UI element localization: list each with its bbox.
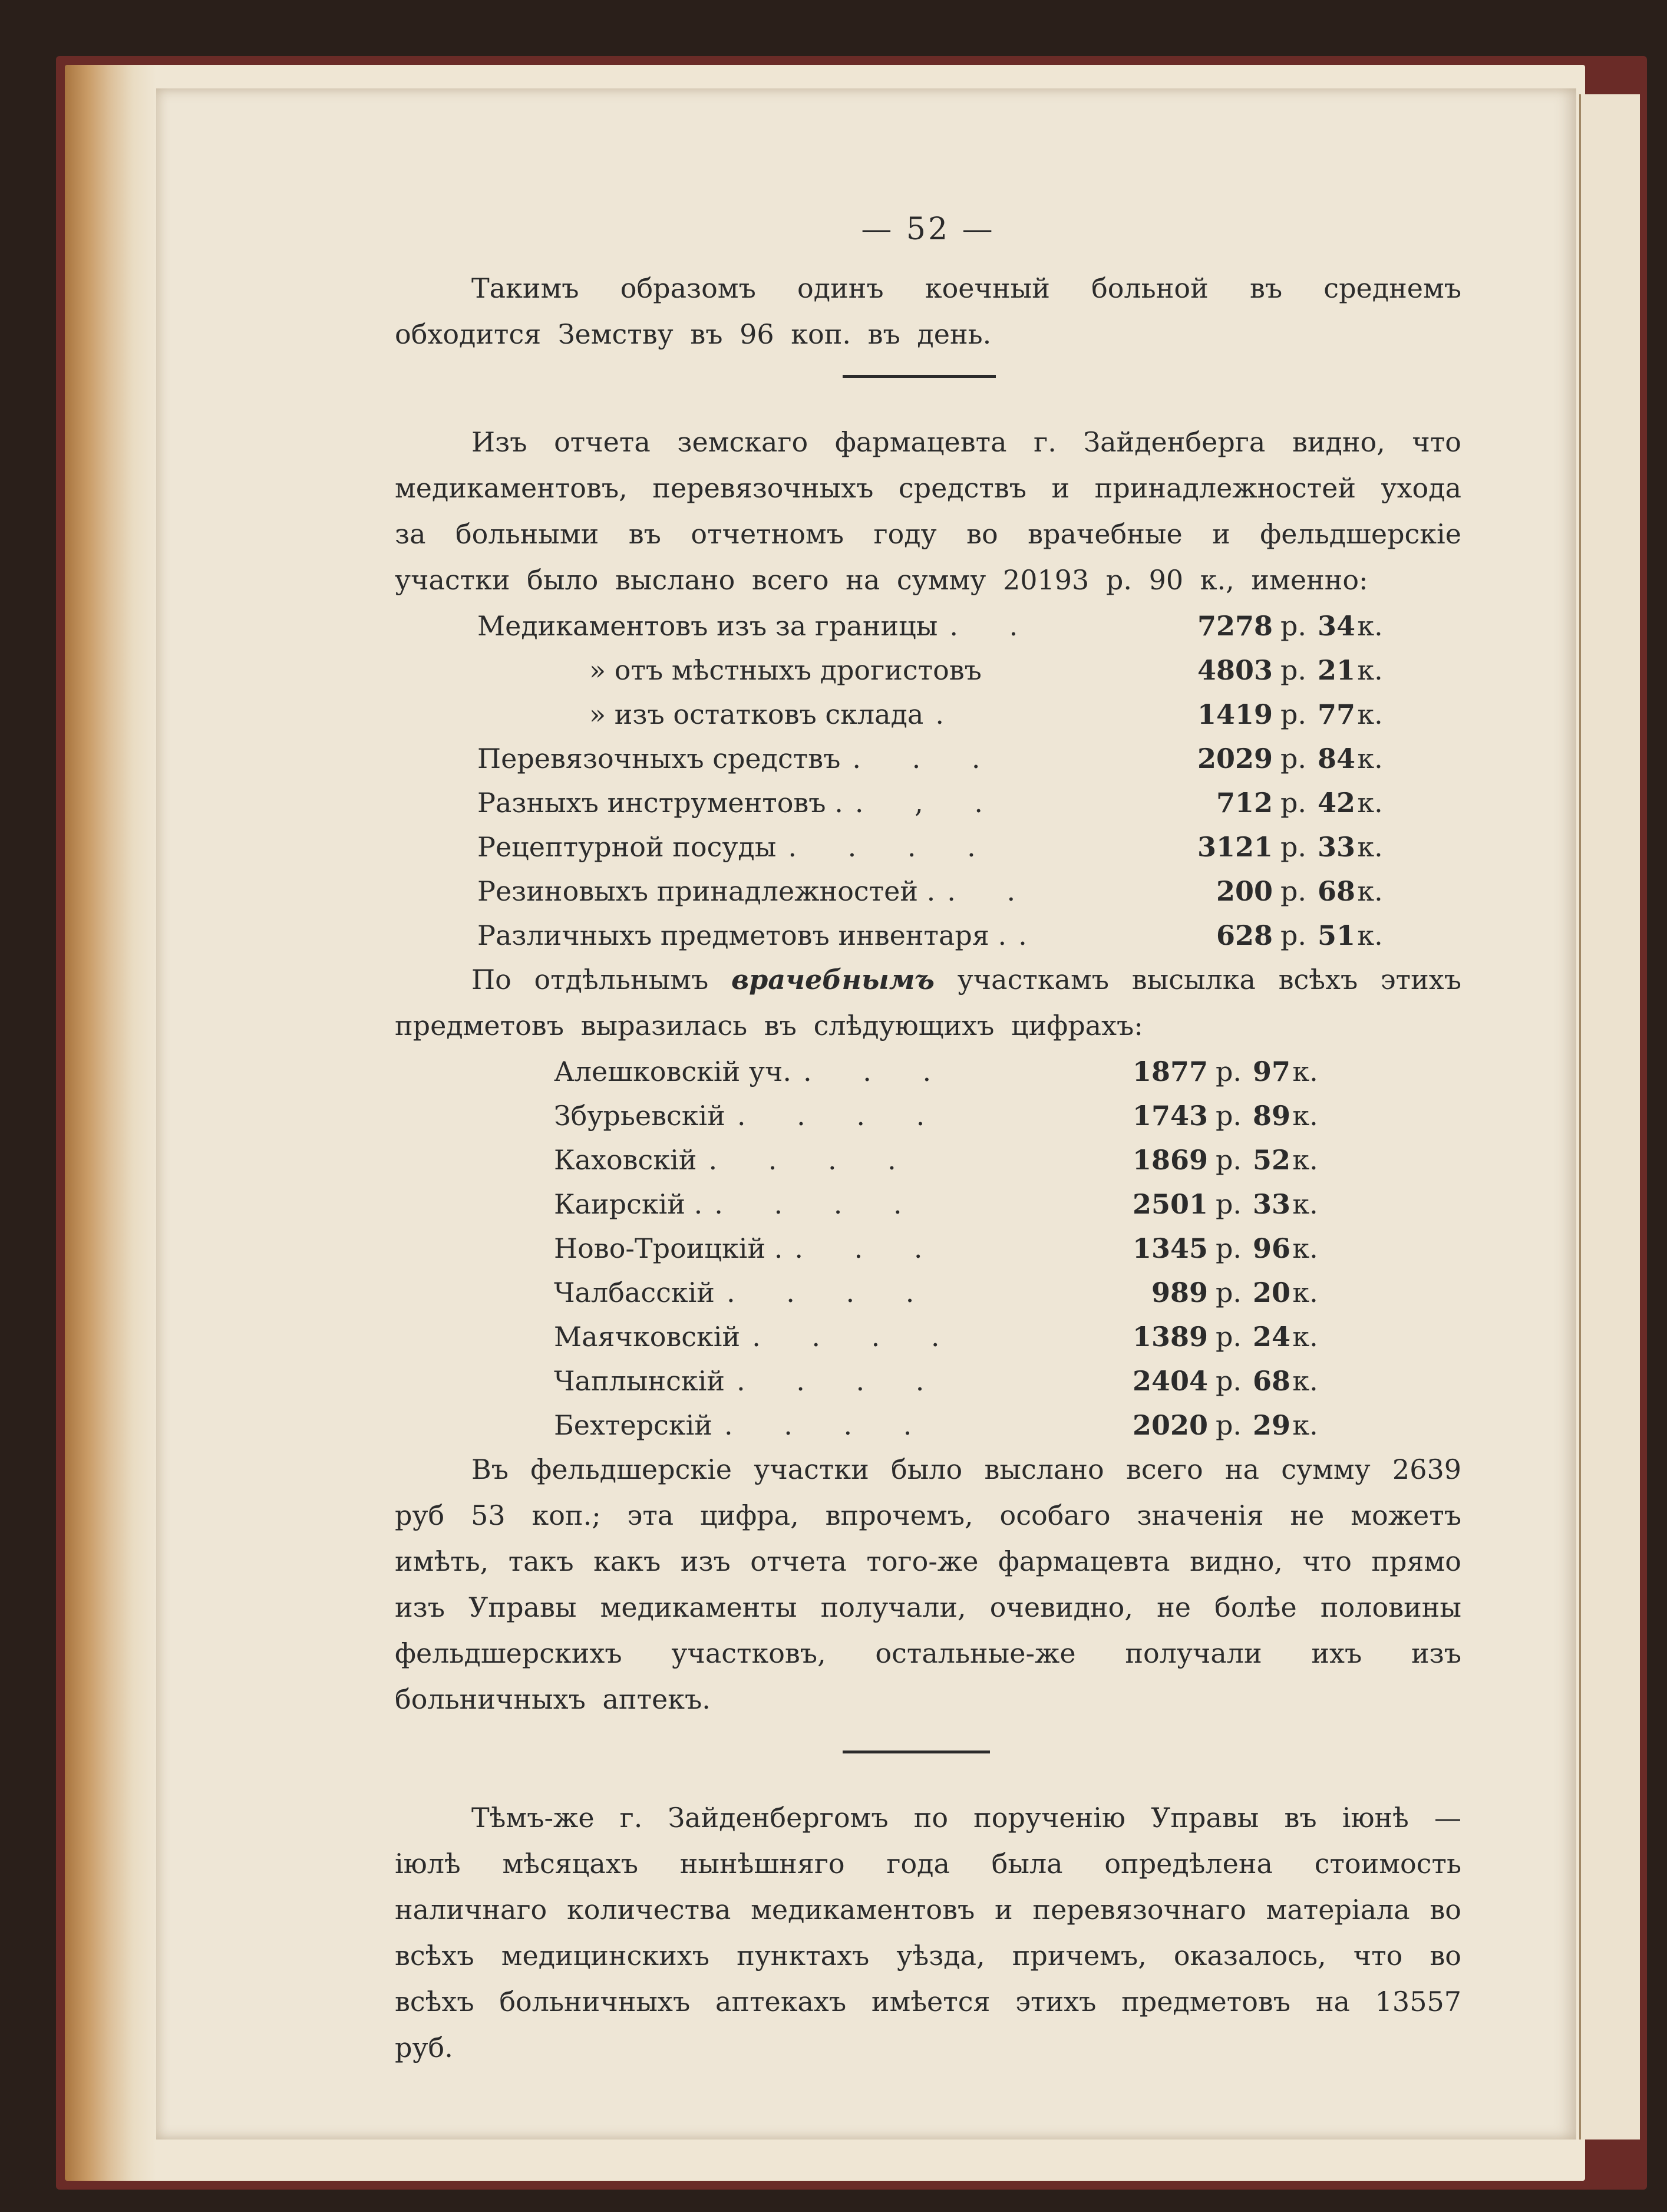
table-row	[554, 1137, 1320, 1181]
table-row	[554, 1270, 1320, 1314]
row-unit-kopecks: к.	[1292, 1409, 1318, 1441]
row-unit-rubles: р.	[1215, 1321, 1242, 1353]
row-unit-rubles: р.	[1215, 1144, 1242, 1176]
row-leader-dots: . .	[947, 875, 1037, 907]
row-label: Резиновыхъ принадлежностей .	[477, 875, 936, 907]
paragraph-3-end: участкамъ высылка всѣхъ этихъ предметовъ выразилась въ слѣдующихъ цифрахъ:	[395, 964, 1461, 1041]
row-leader-dots: . . . .	[724, 1409, 933, 1441]
row-unit-rubles: р.	[1280, 743, 1307, 774]
row-label: Маячковскій	[554, 1321, 741, 1353]
row-unit-rubles: р.	[1280, 787, 1307, 819]
table-row	[477, 868, 1385, 912]
row-unit-rubles: р.	[1215, 1188, 1242, 1220]
row-label: » изъ остатковъ склада	[589, 698, 924, 730]
page-number: — 52 —	[861, 212, 995, 247]
row-kopecks: 96	[1252, 1232, 1290, 1264]
row-label: Медикаментовъ изъ за границы	[477, 610, 938, 642]
row-rubles: 2029	[1197, 743, 1273, 774]
row-kopecks: 89	[1252, 1100, 1290, 1132]
row-unit-rubles: р.	[1215, 1056, 1242, 1087]
row-kopecks: 97	[1252, 1056, 1290, 1087]
row-unit-rubles: р.	[1280, 610, 1307, 642]
districts-list	[554, 1049, 1320, 1446]
table-row	[554, 1358, 1320, 1402]
row-unit-rubles: р.	[1280, 875, 1307, 907]
row-label: Каховскій	[554, 1144, 697, 1176]
paragraph-3-emphasis: врачебнымъ	[731, 964, 935, 995]
row-unit-kopecks: к.	[1357, 919, 1383, 951]
table-row	[554, 1402, 1320, 1446]
row-rubles: 2020	[1132, 1409, 1208, 1441]
row-kopecks: 29	[1252, 1409, 1290, 1441]
row-label: Збурьевскій	[554, 1100, 725, 1132]
row-unit-rubles: р.	[1280, 831, 1307, 863]
page-content	[395, 206, 1461, 2071]
row-unit-rubles: р.	[1215, 1365, 1242, 1397]
supplies-list	[477, 603, 1385, 957]
table-row	[554, 1181, 1320, 1225]
row-kopecks: 52	[1252, 1144, 1290, 1176]
row-leader-dots: . . .	[803, 1056, 953, 1087]
row-unit-rubles: р.	[1280, 919, 1307, 951]
table-row	[477, 603, 1385, 647]
row-unit-kopecks: к.	[1292, 1365, 1318, 1397]
row-kopecks: 77	[1317, 698, 1355, 730]
row-rubles: 200	[1216, 875, 1273, 907]
row-unit-kopecks: к.	[1292, 1056, 1318, 1087]
paragraph-3-start: По отдѣльнымъ	[471, 964, 709, 995]
row-leader-dots: .	[935, 698, 965, 730]
row-leader-dots: .	[1018, 919, 1048, 951]
table-row	[477, 912, 1385, 957]
row-leader-dots: . .	[949, 610, 1039, 642]
row-leader-dots: . . . .	[788, 831, 997, 863]
table-row	[477, 647, 1385, 691]
row-unit-rubles: р.	[1280, 654, 1307, 686]
row-leader-dots: . . . .	[737, 1365, 946, 1397]
row-unit-rubles: р.	[1215, 1100, 1242, 1132]
row-unit-kopecks: к.	[1292, 1321, 1318, 1353]
row-rubles: 3121	[1197, 831, 1273, 863]
row-unit-kopecks: к.	[1292, 1232, 1318, 1264]
row-label: Ново-Троицкій .	[554, 1232, 783, 1264]
table-row	[477, 780, 1385, 824]
row-kopecks: 68	[1317, 875, 1355, 907]
paragraph-4: Въ фельдшерскіе участки было выслано всего на сумму 2639 руб 53 коп.; эта цифра, впрочемъ, особаго значенія не можетъ имѣть, такъ какъ изъ отчета того-же фармацевта видно, что прямо изъ Управы медикаменты получали, очевидно, не болѣе половины фельдшерскихъ участковъ, остальные-же получали ихъ изъ больничныхъ аптекъ.	[395, 1453, 1461, 1715]
row-unit-kopecks: к.	[1357, 654, 1383, 686]
row-rubles: 1389	[1132, 1321, 1208, 1353]
row-leader-dots: . . . .	[752, 1321, 961, 1353]
row-unit-rubles: р.	[1215, 1409, 1242, 1441]
row-unit-rubles: р.	[1215, 1277, 1242, 1308]
row-unit-kopecks: к.	[1292, 1277, 1318, 1308]
row-unit-kopecks: к.	[1357, 743, 1383, 774]
row-unit-rubles: р.	[1215, 1232, 1242, 1264]
table-row	[554, 1314, 1320, 1358]
row-rubles: 989	[1151, 1277, 1208, 1308]
table-row	[554, 1093, 1320, 1137]
row-label: Алешковскій уч.	[554, 1056, 791, 1087]
row-rubles: 1877	[1132, 1056, 1208, 1087]
row-rubles: 4803	[1197, 654, 1273, 686]
row-label: Бехтерскій	[554, 1409, 712, 1441]
row-rubles: 712	[1216, 787, 1273, 819]
row-kopecks: 68	[1252, 1365, 1290, 1397]
row-unit-kopecks: к.	[1292, 1188, 1318, 1220]
row-unit-kopecks: к.	[1357, 698, 1383, 730]
paragraph-3	[395, 957, 1461, 1049]
row-kopecks: 33	[1252, 1188, 1290, 1220]
paragraph-1: Такимъ образомъ одинъ коечный больной въ среднемъ обходится Земству въ 96 коп. въ день.	[395, 272, 1461, 350]
row-label: Каирскій .	[554, 1188, 703, 1220]
table-row	[477, 736, 1385, 780]
row-kopecks: 33	[1317, 831, 1355, 863]
row-leader-dots: . . .	[794, 1232, 944, 1264]
table-row	[554, 1225, 1320, 1270]
next-page-edge	[1579, 94, 1640, 2140]
paragraph-2: Изъ отчета земскаго фармацевта г. Зайденберга видно, что медикаментовъ, перевязочныхъ средствъ и принадлежностей ухода за больными въ отчетномъ году во врачебные и фельдшерскіе участки было выслано всего на сумму 20193 р. 90 к., именно:	[395, 426, 1461, 596]
row-kopecks: 51	[1317, 919, 1355, 951]
row-kopecks: 84	[1317, 743, 1355, 774]
row-rubles: 2501	[1132, 1188, 1208, 1220]
row-unit-kopecks: к.	[1292, 1144, 1318, 1176]
row-kopecks: 20	[1252, 1277, 1290, 1308]
row-rubles: 1869	[1132, 1144, 1208, 1176]
row-kopecks: 24	[1252, 1321, 1290, 1353]
table-row	[477, 691, 1385, 736]
row-label: Различныхъ предметовъ инвентаря .	[477, 919, 1007, 951]
row-unit-kopecks: к.	[1357, 831, 1383, 863]
row-label: Разныхъ инструментовъ .	[477, 787, 843, 819]
row-unit-kopecks: к.	[1292, 1100, 1318, 1132]
row-leader-dots: . . .	[852, 743, 1002, 774]
row-rubles: 628	[1216, 919, 1273, 951]
table-row	[477, 824, 1385, 868]
row-rubles: 1743	[1132, 1100, 1208, 1132]
row-kopecks: 42	[1317, 787, 1355, 819]
row-label: » отъ мѣстныхъ дрогистовъ	[589, 654, 982, 686]
row-rubles: 1419	[1197, 698, 1273, 730]
row-leader-dots: . . . .	[726, 1277, 936, 1308]
row-rubles: 2404	[1132, 1365, 1208, 1397]
row-leader-dots: . . . .	[737, 1100, 946, 1132]
table-row	[554, 1049, 1320, 1093]
paragraph-5: Тѣмъ-же г. Зайденбергомъ по порученію Управы въ іюнѣ — іюлѣ мѣсяцахъ нынѣшняго года была опредѣлена стоимость наличнаго количества медикаментовъ и перевязочнаго матеріала во всѣхъ медицинскихъ пунктахъ уѣзда, причемъ, оказалось, что во всѣхъ больничныхъ аптекахъ имѣется этихъ предметовъ на 13557 руб.	[395, 1802, 1461, 2063]
row-rubles: 7278	[1197, 610, 1273, 642]
row-label: Чаплынскій	[554, 1365, 725, 1397]
row-rubles: 1345	[1132, 1232, 1208, 1264]
row-unit-kopecks: к.	[1357, 875, 1383, 907]
row-leader-dots: . . . .	[714, 1188, 923, 1220]
row-label: Рецептурной посуды	[477, 831, 777, 863]
row-kopecks: 21	[1317, 654, 1355, 686]
divider-1	[843, 375, 996, 378]
row-leader-dots: . . . .	[708, 1144, 917, 1176]
row-unit-kopecks: к.	[1357, 610, 1383, 642]
row-kopecks: 34	[1317, 610, 1355, 642]
row-unit-kopecks: к.	[1357, 787, 1383, 819]
row-label: Чалбасскій	[554, 1277, 715, 1308]
row-label: Перевязочныхъ средствъ	[477, 743, 841, 774]
divider-2	[843, 1751, 990, 1753]
row-unit-rubles: р.	[1280, 698, 1307, 730]
row-leader-dots: . , .	[854, 787, 1004, 819]
